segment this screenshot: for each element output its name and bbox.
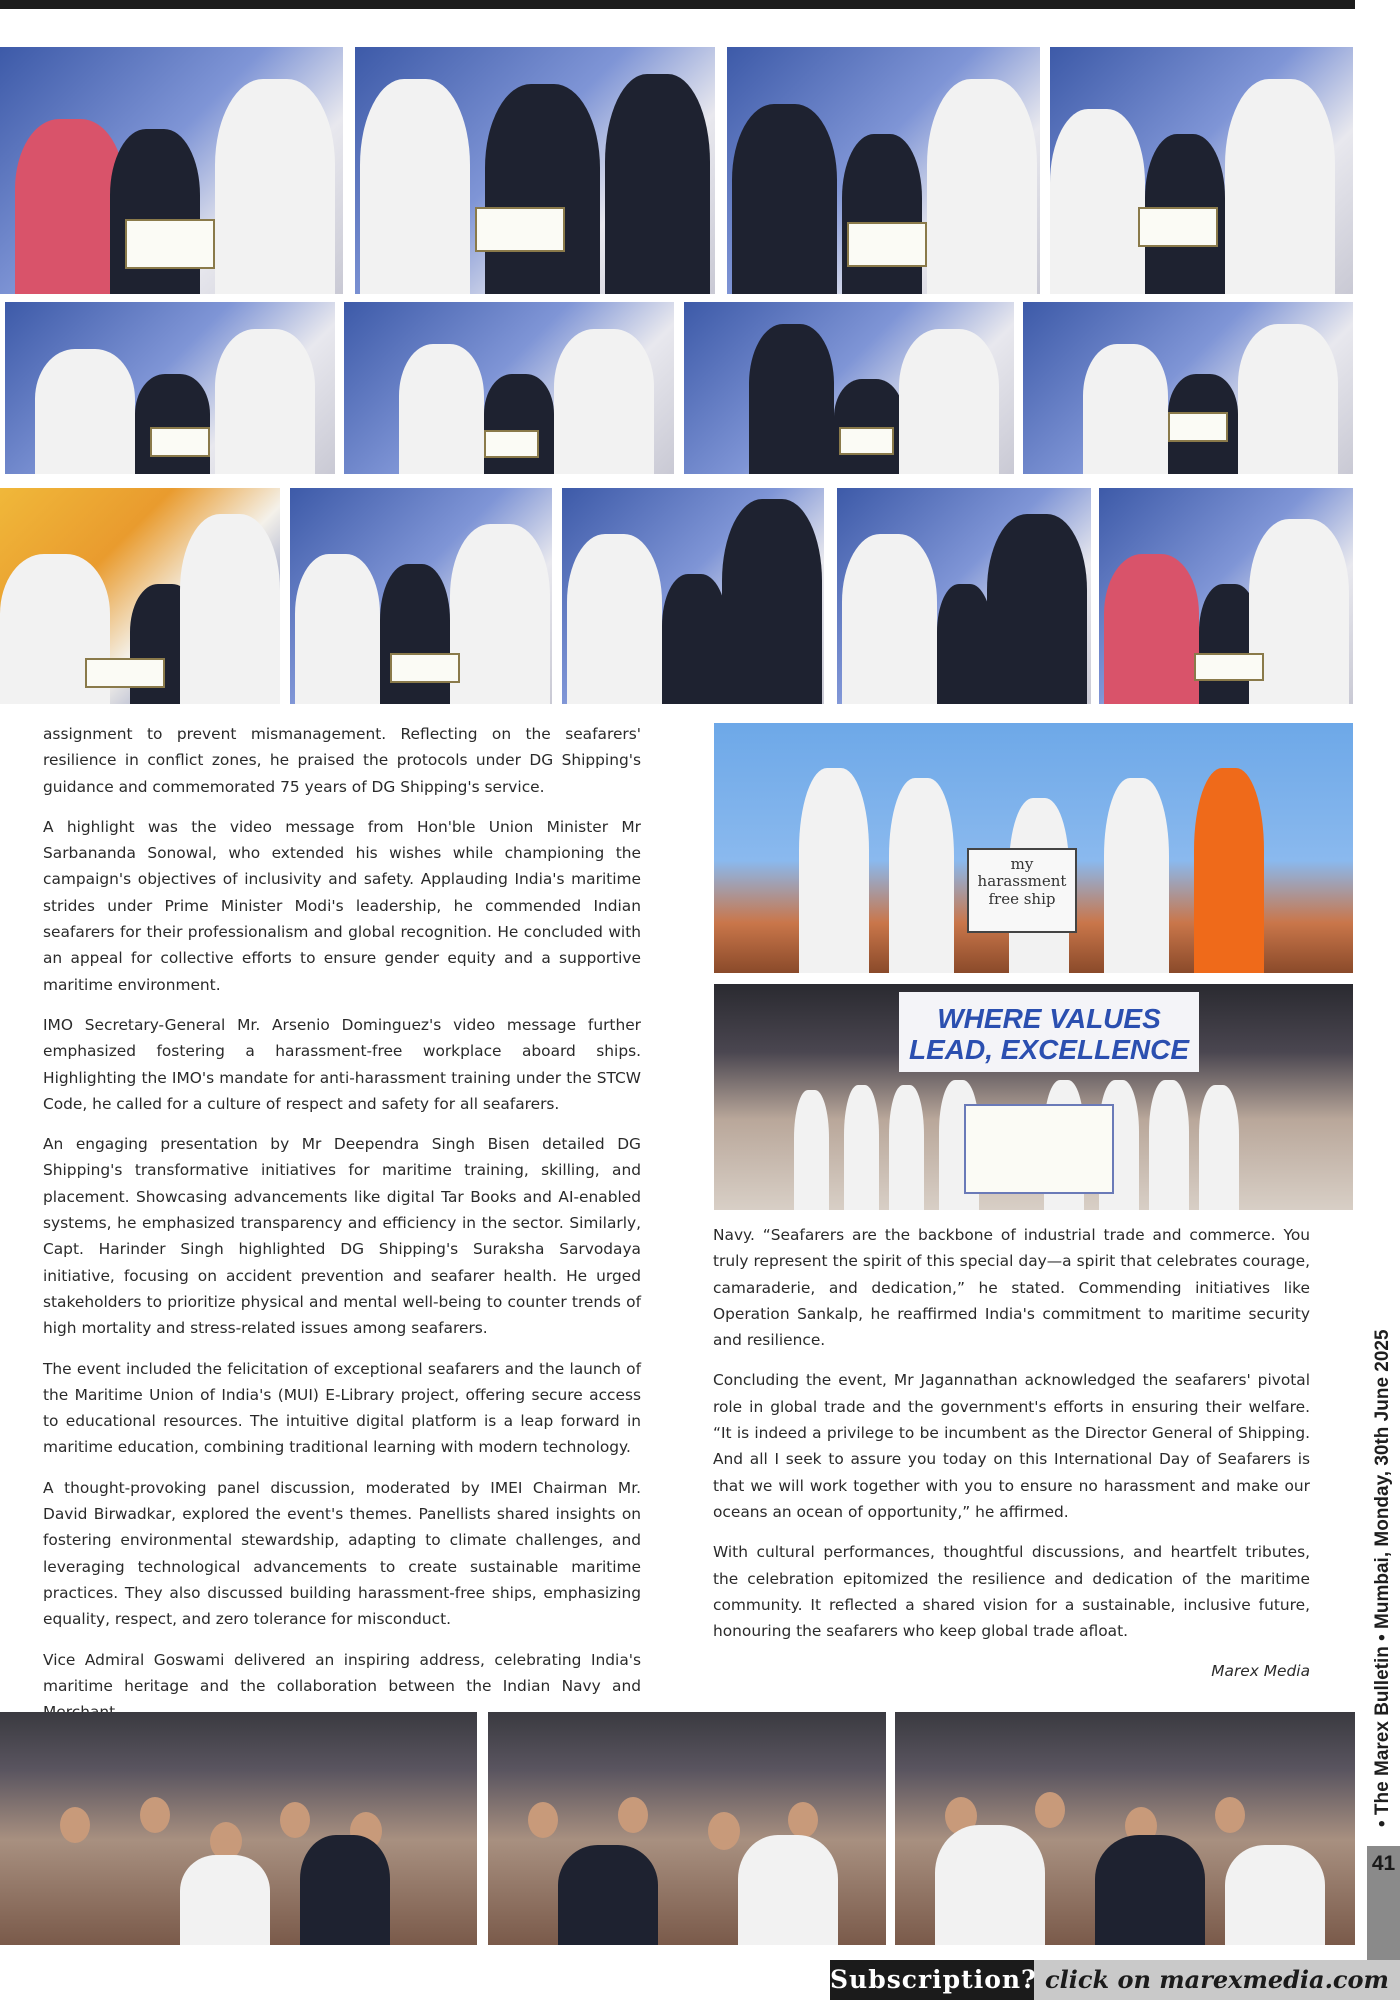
article-right-column — [713, 1222, 1310, 1699]
paragraph: Concluding the event, Mr Jagannathan acknowledged the seafarers' pivotal role in global trade and the government's efforts in ensuring their welfare. “It is indeed a privilege to be incumbent as the Director General of Shipping. And all I seek to assure you today on this International Day of Seafarers is that we will work together with you to ensure no harassment and make our oceans an ocean of opportunity,” he affirmed. — [713, 1371, 1310, 1521]
award-photo-8 — [1023, 302, 1353, 474]
audience-photo-3 — [895, 1712, 1355, 1945]
stage-screen-text: WHERE VALUES LEAD, EXCELLENCE — [899, 992, 1199, 1072]
award-photo-9 — [0, 488, 280, 704]
subscription-link[interactable]: click on marexmedia.com — [1045, 1965, 1389, 1994]
article-left-column — [43, 721, 641, 1739]
harassment-free-ship-sign: my harassment free ship — [967, 848, 1077, 933]
award-photo-13 — [1099, 488, 1353, 704]
award-photo-5 — [5, 302, 335, 474]
audience-photo-2 — [488, 1712, 886, 1945]
award-photo-12 — [837, 488, 1091, 704]
paragraph: The event included the felicitation of exceptional seafarers and the launch of the Maritime Union of India's (MUI) E-Library project, offering secure access to educational resources. The intuitive digital platform is a leap forward in maritime education, combining traditional learning with modern technology. — [43, 1359, 641, 1457]
page-number: 41 — [1371, 1852, 1396, 1875]
harassment-free-ship-photo — [714, 723, 1353, 973]
subscription-button[interactable]: Subscription? — [830, 1960, 1034, 2000]
publication-side-text: • The Marex Bulletin • Mumbai, Monday, 30th June 2025 — [1372, 1329, 1393, 1827]
paragraph: assignment to prevent mismanagement. Reflecting on the seafarers' resilience in conflict zones, he praised the protocols under DG Shipping's guidance and commemorated 75 years of DG Shipping's service. — [43, 725, 641, 796]
award-photo-2 — [355, 47, 715, 294]
audience-photo-1 — [0, 1712, 477, 1945]
author-signoff: Marex Media — [1211, 1662, 1310, 1681]
award-photo-6 — [344, 302, 674, 474]
paragraph: With cultural performances, thoughtful discussions, and heartfelt tributes, the celebration epitomized the resilience and dedication of the maritime community. It reflected a shared vision for a sustainable, inclusive future, honouring the seafarers who keep global trade afloat. — [713, 1543, 1310, 1641]
paragraph: Vice Admiral Goswami delivered an inspiring address, celebrating India's maritime heritage and the collaboration between the Indian Navy and — [43, 1650, 641, 1695]
top-rule — [0, 0, 1355, 9]
paragraph: IMO Secretary-General Mr. Arsenio Dominguez's video message further emphasized fostering a harassment-free workplace aboard ships. Highlighting the IMO's mandate for anti-harassment training under the STCW Code, he called for a culture of respect and safety for all seafarers. — [43, 1015, 641, 1113]
award-photo-7 — [684, 302, 1014, 474]
award-photo-10 — [290, 488, 552, 704]
paragraph: A highlight was the video message from Hon'ble Union Minister Mr Sarbananda Sonowal, who extended his wishes while championing the campaign's objectives of inclusivity and safety. Applauding India's maritime strides under Prime Minister Modi's leadership, he commended Indian seafarers for their professionalism and global recognition. He concluded with an appeal for collective efforts to ensure gender equity and a supportive maritime environment. — [43, 817, 641, 994]
paragraph: Navy. “Seafarers are the backbone of industrial trade and commerce. You truly represent the spirit of this special day—a spirit that celebrates courage, camaraderie, and dedication,” he stated. Commending initiatives like Operation Sankalp, he reaffirmed India's commitment to maritime security and resilience. — [713, 1226, 1310, 1350]
award-photo-3 — [727, 47, 1040, 294]
award-photo-1 — [0, 47, 343, 294]
paragraph: A thought-provoking panel discussion, moderated by IMEI Chairman Mr. David Birwadkar, explored the event's themes. Panellists shared insights on fostering environmental stewardship, adapting to climate challenges, and leveraging technological advancements to create sustainable maritime practices. They also discussed building harassment-free ships, emphasizing equality, respect, and zero tolerance for misconduct. — [43, 1478, 641, 1629]
stage-banner-photo — [714, 984, 1353, 1210]
award-photo-11 — [562, 488, 824, 704]
award-photo-4 — [1050, 47, 1353, 294]
paragraph: An engaging presentation by Mr Deependra Singh Bisen detailed DG Shipping's transformative initiatives for maritime training, skilling, and placement. Showcasing advancements like digital Tar Books and AI-enabled systems, he emphasized transparency and efficiency in the sector. Similarly, Capt. Harinder Singh highlighted DG Shipping's Suraksha Sarvodaya initiative, focusing on accident prevention and seafarer health. He urged stakeholders to prioritize physical and mental well-being to counter trends of high mortality and stress-related issues among seafarers. — [43, 1135, 641, 1338]
